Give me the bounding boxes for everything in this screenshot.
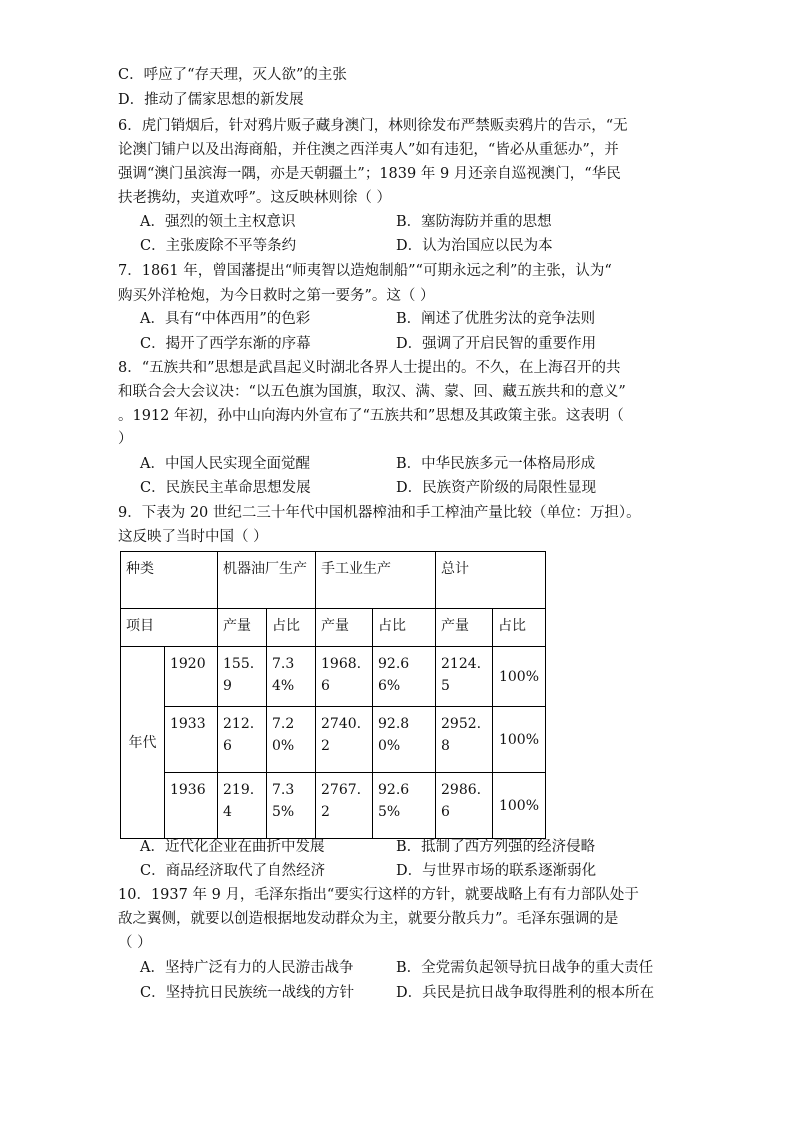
q9-option-a: A．近代化企业在曲折中发展 [140, 839, 325, 855]
q6-stem-line-4: 扶老携幼，夹道欢呼”。这反映林则徐（ ） [118, 190, 392, 206]
q8-stem-line-2: 和联合会大会议决：“以五色旗为国旗，取汉、满、蒙、回、藏五族共和的意义” [118, 384, 626, 400]
header-output: 产量 [316, 609, 373, 647]
machine-output-cell: 212.6 [218, 707, 267, 773]
oil-production-table [120, 551, 546, 839]
q10-option-b: B．全党需负起领导抗日战争的重大责任 [396, 960, 654, 976]
q7-option-a: A．具有“中体西用”的色彩 [140, 311, 311, 327]
total-share-cell: 100% [493, 647, 546, 707]
q6-option-d: D．认为治国应以民为本 [396, 238, 553, 254]
table-row [121, 647, 546, 707]
q8-stem-line-3: 。1912 年初，孙中山向海内外宣布了“五族共和”思想及其政策主张。这表明（ [118, 408, 624, 424]
machine-share-cell: 7.34% [267, 647, 316, 707]
header-item: 项目 [121, 609, 218, 647]
year-cell: 1920 [164, 647, 217, 707]
machine-output-cell: 219.4 [218, 773, 267, 839]
q9-option-c: C．商品经济取代了自然经济 [140, 863, 326, 879]
hand-share-cell: 92.65% [373, 773, 436, 839]
header-share: 占比 [267, 609, 316, 647]
header-handicraft: 手工业生产 [316, 552, 436, 609]
q9-stem-line-2: 这反映了当时中国（ ） [118, 529, 268, 545]
q10-stem-line-3: （ ） [118, 935, 152, 951]
machine-share-cell: 7.20% [267, 707, 316, 773]
q8-option-c: C．民族民主革命思想发展 [140, 480, 311, 496]
header-output: 产量 [436, 609, 493, 647]
hand-output-cell: 1968.6 [316, 647, 373, 707]
q6-stem-line-1: 6．虎门销烟后，针对鸦片贩子藏身澳门，林则徐发布严禁贩卖鸦片的告示，“无 [118, 118, 628, 134]
q6-option-c: C．主张废除不平等条约 [140, 238, 297, 254]
q9-option-d: D．与世界市场的联系逐渐弱化 [396, 863, 597, 879]
q7-stem-line-2: 购买外洋枪炮，为今日救时之第一要务”。这（ ） [118, 288, 435, 304]
q10-option-a: A．坚持广泛有力的人民游击战争 [140, 960, 354, 976]
q9-option-b: B．抵制了西方列强的经济侵略 [396, 839, 596, 855]
year-cell: 1936 [164, 773, 217, 839]
header-output: 产量 [218, 609, 267, 647]
q6-option-a: A．强烈的领土主权意识 [140, 214, 296, 230]
q6-stem-line-3: 强调“澳门虽滨海一隅，亦是天朝疆土”；1839 年 9 月还亲自巡视澳门，“华民 [118, 166, 621, 182]
q7-stem-line-1: 7．1861 年，曾国藩提出“师夷智以造炮制船”“可期永远之利”的主张，认为“ [118, 263, 612, 279]
total-share-cell: 100% [493, 707, 546, 773]
q10-stem-line-2: 敌之翼侧，就要以创造根据地发动群众为主，就要分散兵力”。毛泽东强调的是 [118, 911, 619, 927]
total-output-cell: 2952.8 [436, 707, 493, 773]
total-output-cell: 2986.6 [436, 773, 493, 839]
hand-share-cell: 92.80% [373, 707, 436, 773]
header-share: 占比 [373, 609, 436, 647]
q7-option-d: D．强调了开启民智的重要作用 [396, 336, 597, 352]
q10-stem-line-1: 10．1937 年 9 月，毛泽东指出“要实行这样的方针，就要战略上有有力部队处于 [118, 887, 639, 903]
header-year: 年代 [121, 647, 165, 839]
year-cell: 1933 [164, 707, 217, 773]
q8-option-d: D．民族资产阶级的局限性显现 [396, 480, 597, 496]
q7-option-c: C．揭开了西学东渐的序幕 [140, 336, 311, 352]
machine-share-cell: 7.35% [267, 773, 316, 839]
header-total: 总计 [436, 552, 546, 609]
header-machine: 机器油厂生产 [218, 552, 316, 609]
q7-option-b: B．阐述了优胜劣汰的竞争法则 [396, 311, 596, 327]
table-row [121, 773, 546, 839]
hand-output-cell: 2740.2 [316, 707, 373, 773]
machine-output-cell: 155.9 [218, 647, 267, 707]
q8-stem-line-4: ） [118, 431, 133, 447]
q5-option-c: C．呼应了“存天理，灭人欲”的主张 [118, 67, 347, 83]
q9-stem-line-1: 9．下表为 20 世纪二三十年代中国机器榨油和手工榨油产量比较（单位：万担）。 [118, 505, 641, 521]
total-share-cell: 100% [493, 773, 546, 839]
q10-option-d: D．兵民是抗日战争取得胜利的根本所在 [396, 985, 655, 1001]
q5-option-d: D．推动了儒家思想的新发展 [118, 92, 304, 108]
header-share: 占比 [493, 609, 546, 647]
q6-option-b: B．塞防海防并重的思想 [396, 214, 552, 230]
hand-output-cell: 2767.2 [316, 773, 373, 839]
q8-option-a: A．中国人民实现全面觉醒 [140, 456, 310, 472]
table-row [121, 707, 546, 773]
q10-option-c: C．坚持抗日民族统一战线的方针 [140, 985, 355, 1001]
q8-option-b: B．中华民族多元一体格局形成 [396, 456, 596, 472]
q8-stem-line-1: 8．“五族共和”思想是武昌起义时湖北各界人士提出的。不久，在上海召开的共 [118, 360, 621, 376]
q6-stem-line-2: 论澳门铺户以及出海商船，并住澳之西洋夷人”如有违犯，“皆必从重惩办”，并 [118, 142, 619, 158]
total-output-cell: 2124.5 [436, 647, 493, 707]
hand-share-cell: 92.66% [373, 647, 436, 707]
header-kind: 种类 [121, 552, 218, 609]
